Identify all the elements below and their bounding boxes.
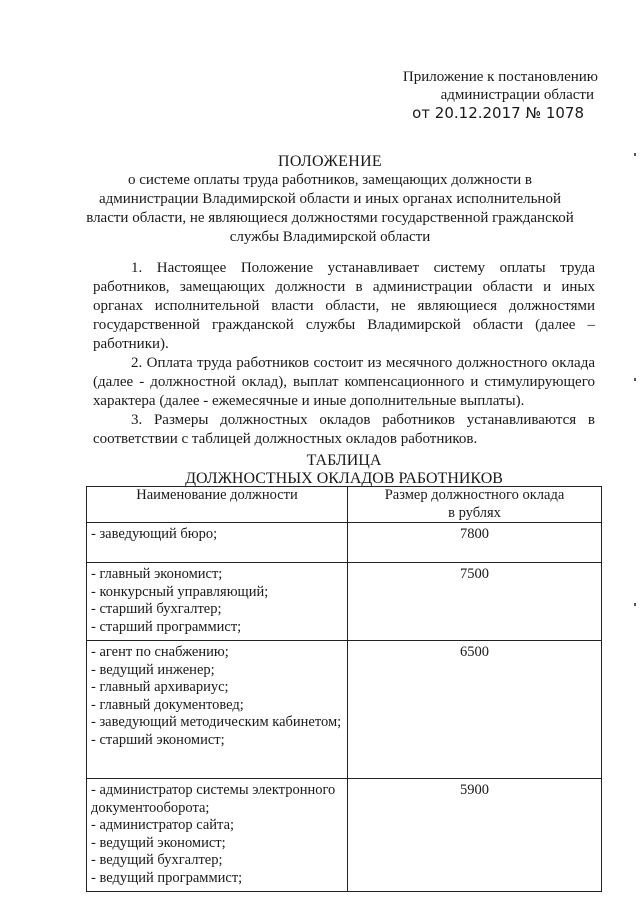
position-item: - конкурсный управляющий; [91, 583, 269, 600]
table-row [87, 523, 602, 563]
document-title [80, 152, 580, 247]
position-cell [87, 563, 348, 641]
header-position: Наименование должности [87, 487, 348, 523]
document-subtitle: о системе оплаты труда работников, замещающих должности в администрации Владимирской области и иных органах исполнительной власти области, не являющиеся должностями государственной гражданской службы Владимирской области [86, 172, 574, 245]
salary-cell: 5900 [348, 779, 602, 892]
position-item: - заведующий бюро; [91, 526, 218, 542]
header-salary [348, 487, 602, 523]
position-item: - старший экономист; [91, 731, 225, 748]
table-title-line-2: ДОЛЖНОСТНЫХ ОКЛАДОВ РАБОТНИКОВ [185, 470, 503, 487]
paragraph-1: 1. Настоящее Положение устанавливает систему оплаты труда работников, замещающих должности в администрации области и иных органах исполнительной власти области, не являющиеся должностями государственной гражданской службы Владимирской области (далее – работники). [93, 260, 595, 352]
paragraph-2: 2. Оплата труда работников состоит из месячного должностного оклада (далее - должностной оклад), выплат компенсационного и стимулирующего характера (далее - ежемесячные и иные дополнительные выплаты). [93, 355, 595, 409]
table-title [93, 452, 595, 488]
header-salary-line-2: в рублях [448, 504, 501, 521]
position-item: - ведущий бухгалтер; [91, 852, 223, 868]
table-row [87, 779, 602, 892]
salary-cell: 6500 [348, 641, 602, 779]
document-heading: ПОЛОЖЕНИЕ [277, 153, 382, 170]
position-cell [87, 641, 348, 779]
position-item: - администратор сайта; [91, 817, 235, 833]
scan-speck [634, 603, 636, 606]
salary-cell: 7800 [348, 523, 602, 563]
table-row [87, 563, 602, 641]
appendix-reference [403, 68, 598, 122]
position-cell [87, 523, 348, 563]
scan-speck [634, 153, 636, 156]
position-item: - ведущий экономист; [91, 834, 226, 851]
position-item: - ведущий инженер; [91, 661, 215, 678]
position-item: - главный экономист; [91, 566, 223, 582]
header-salary-line-1: Размер должностного оклада [384, 487, 565, 503]
position-cell [87, 779, 348, 892]
appendix-line-2: администрации области [440, 87, 594, 103]
position-item: - ведущий программист; [91, 869, 243, 886]
position-item: - старший программист; [91, 618, 242, 635]
position-item: - старший бухгалтер; [91, 601, 222, 617]
position-item: - заведующий методическим кабинетом; [91, 714, 342, 730]
salary-cell: 7500 [348, 563, 602, 641]
appendix-line-1: Приложение к постановлению [402, 69, 598, 85]
position-item: - главный документовед; [91, 696, 244, 713]
appendix-date-number: от 20.12.2017 № 1078 [412, 104, 584, 122]
table-row [87, 641, 602, 779]
table-header-row [87, 487, 602, 523]
table-title-line-1: ТАБЛИЦА [306, 452, 382, 469]
paragraph-3: 3. Размеры должностных окладов работников устанавливаются в соответствии с таблицей должностных окладов работников. [93, 412, 595, 447]
scan-speck [634, 378, 636, 381]
position-item: - агент по снабжению; [91, 644, 229, 660]
salary-table [86, 486, 602, 892]
document-body [93, 259, 595, 449]
position-item: - главный архивариус; [91, 679, 229, 695]
position-item: - администратор системы электронного документооборота; [91, 782, 336, 816]
